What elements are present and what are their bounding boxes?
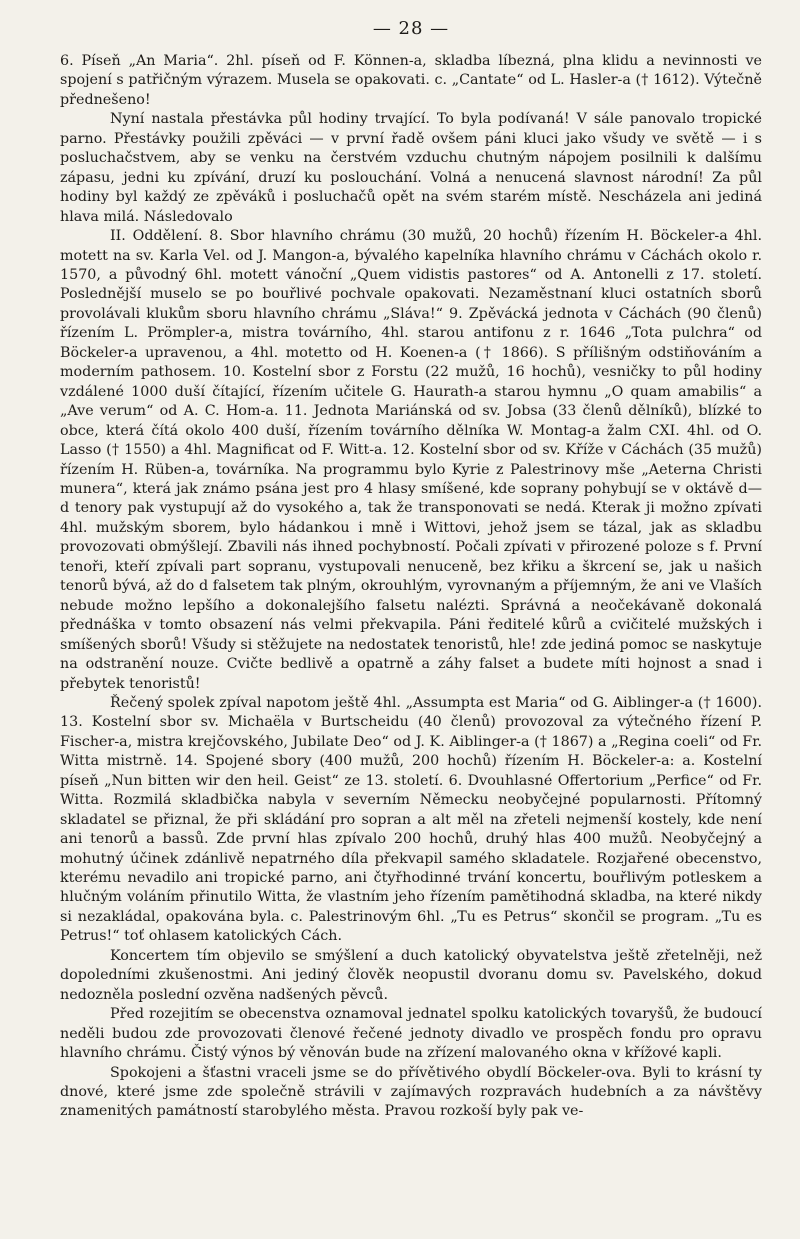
page-number: — 28 — (372, 18, 450, 39)
paragraph-2: Nyní nastala přestávka půl hodiny trvající. To byla podívaná! V sále panovalo tropické parno. Přestávky použili zpěváci — v první řadě ovšem páni kluci jako všudy ve světě — i s posluchačstvem, aby se venku na čerstvém vzduchu chutným nápojem posilnili k dalšímu zápasu, jedni ku zpívání, druzí ku poslouchání. Volná a nenucená slavnost národní! Za půl hodiny byl každý ze zpěváků i posluchačů opět na svém starém místě. Nescházela ani jediná hlava milá. Následovalo (60, 111, 762, 225)
paragraph-5: Koncertem tím objevilo se smýšlení a duch katolický obyvatelstva ještě zřetelněji, než dopoledními zkušenostmi. Ani jediný člověk neopustil dvoranu domu sv. Pavelského, dokud nedozněla poslední ozvěna nadšených pěvců. (60, 947, 762, 1003)
paragraph-1: 6. Píseň „An Maria“. 2hl. píseň od F. Können-a, skladba líbezná, plna klidu a nevinnosti ve spojení s patřičným výrazem. Musela se opakovati. c. „Cantate“ od L. Hasler-a († 1612). Výtečně přednešeno! (60, 53, 762, 108)
paragraph-4: Řečený spolek zpíval napotom ještě 4hl. „Assumpta est Maria“ od G. Aiblinger-a († 1600). 13. Kostelní sbor sv. Michaëla v Burtscheidu (40 členů) provozoval za výtečného řízení P. Fischer-a, mistra krejčovského, Jubilate Deo“ od J. K. Aiblinger-a († 1867) a „Regina coeli“ od Fr. Witta mistrně. 14. Spojené sbory (400 mužů, 200 hochů) řízením H. Böckeler-a: a. Kostelní píseň „Nun bitten wir den heil. Geist“ ze 13. století. 6. Dvouhlasné Offertorium „Perfice“ od Fr. Witta. Rozmilá skladbička nabyla v severním Německu neobyčejné popularnosti. Přítomný skladatel se přiznal, že při skládání pro sopran a alt měl na zřeteli nejmenší kostely, kde není ani tenorů a bassů. Zde první hlas zpívalo 200 hochů, druhý hlas 400 mužů. Neobyčejný a mohutný účinek zdánlivě nepatrného díla překvapil samého skladatele. Rozjařené obecenstvo, kterému nevadilo ani tropické parno, ani čtyřhodinné trvání koncertu, bouřlivým potleskem a hlučným voláním přinutilo Witta, že vlastním jeho řízením pamětihodná skladba, na které nikdy si nezakládal, opakována byla. c. Palestrinovým 6hl. „Tu es Petrus“ skončil se program. „Tu es Petrus!“ toť ohlasem katolických Cách. (60, 694, 762, 945)
paragraph-6: Před rozejitím se obecenstva oznamoval jednatel spolku katolických tovaryšů, že budoucí neděli budou zde provozovati členové řečené jednoty divadlo ve prospěch fondu pro opravu hlavního chrámu. Čistý výnos bý věnován bude na zřízení malovaného okna v křížové kapli. (60, 1006, 762, 1062)
page-text (60, 52, 762, 1122)
paragraph-7: Spokojeni a šťastni vraceli jsme se do přívětivého obydlí Böckeler-ova. Byli to krásní ty dnové, které jsme zde společně strávili v zajímavých rozpravách hudebních a za návštěvy znamenitých památností starobylého města. Pravou rozkoší byly pak ve- (60, 1064, 762, 1120)
paragraph-3: II. Oddělení. 8. Sbor hlavního chrámu (30 mužů, 20 hochů) řízením H. Böckeler-a 4hl. motett na sv. Karla Vel. od J. Mangon-a, bývalého kapelníka hlavního chrámu v Cáchách okolo r. 1570, a původný 6hl. motett vánoční „Quem vidistis pastores“ od A. Antonelli z 17. století. Poslednější muselo se po bouřlivé pochvale opakovati. Nezaměstnaní kluci ostatních sborů provolávali klukům sboru hlavního chrámu „Sláva!“ 9. Zpěvácká jednota v Cáchách (90 členů) řízením L. Prömpler-a, mistra továrního, 4hl. starou antifonu z r. 1646 „Tota pulchra“ od Böckeler-a upravenou, a 4hl. motetto od H. Koenen-a († 1866). S přílišným odstiňováním a moderním pathosem. 10. Kostelní sbor z Forstu (22 mužů, 16 hochů), vesničky to půl hodiny vzdálené 1000 duší čítající, řízením učitele G. Haurath-a starou hymnu „O quam amabilis“ a „Ave verum“ od A. C. Hom-a. 11. Jednota Mariánská od sv. Jobsa (33 členů dělníků), blízké to obce, která čítá okolo 400 duší, řízením továrního dělníka W. Montag-a žalm CXI. 4hl. od O. Lasso († 1550) a 4hl. Magnificat od F. Witt-a. 12. Kostelní sbor od sv. Kříže v Cáchách (35 mužů) řízením H. Rüben-a, továrníka. Na programmu bylo Kyrie z Palestrinovy mše „Aeterna Christi munera“, která jak známo psána jest pro 4 hlasy smíšené, kde soprany pohybují se v oktávě d—d tenory pak vystupují až do vysokého a, tak že transponovati se nedá. Kterak ji možno zpívati 4hl. mužským sborem, bylo hádankou i mně i Wittovi, jehož jsem se tázal, jak as skladbu provozovati obmýšlejí. Zbavili nás ihned pochybností. Počali zpívati v přirozené poloze s f. První tenoři, kteří zpívali part sopranu, vystupovali nenuceně, bez křiku a škrcení se, jak u našich tenorů bývá, až do d falsetem tak plným, okrouhlým, vyrovnaným a příjemným, že ani ve Vlaších nebude možno lepšího a dokonalejšího falsetu nalézti. Správná a neočekávaně dokonalá přednáška v tomto obsazení nás velmi překvapila. Páni ředitelé kůrů a cvičitelé mužských i smíšených sborů! Všudy si stěžujete na nedostatek tenoristů, hle! zde jediná pomoc se naskytuje na odstranění nouze. Cvičte bedlivě a opatrně a záhy falset a budete míti hojnost a snad i přebytek tenoristů! (60, 228, 762, 692)
